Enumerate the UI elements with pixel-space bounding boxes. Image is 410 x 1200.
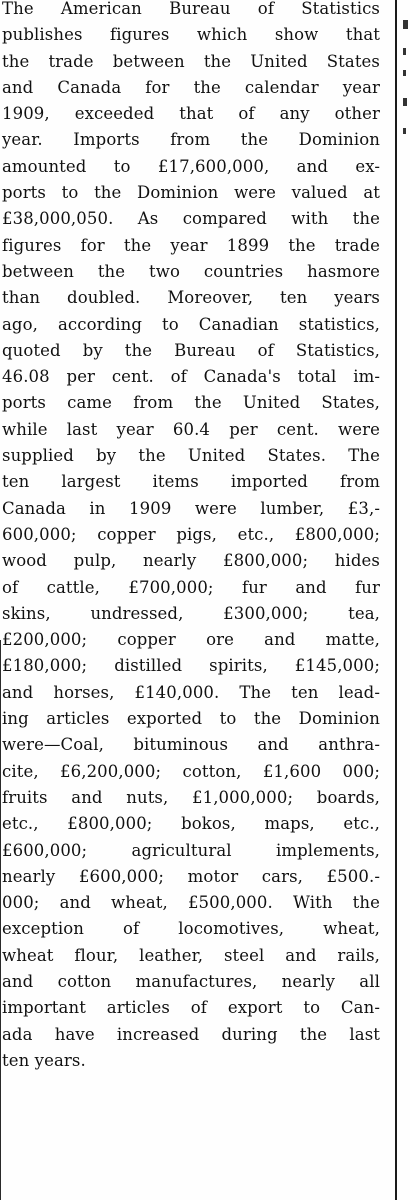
article-line: amounted to £17,600,000, and ex- (2, 156, 380, 176)
article-line: the trade between the United States (2, 51, 380, 71)
article-line: important articles of export to Can- (2, 998, 380, 1018)
article-line: ports came from the United States, (2, 393, 380, 413)
adjacent-column-fragment (401, 0, 410, 1200)
article-line: ago, according to Canadian statistics, (2, 314, 380, 334)
article-line: Canada in 1909 were lumber, £3,- (2, 498, 380, 518)
article-line: while last year 60.4 per cent. were (2, 419, 380, 439)
article-line: cite, £6,200,000; cotton, £1,600 000; (2, 761, 380, 781)
article-line: supplied by the United States. The (2, 446, 380, 466)
article-line: etc., £800,000; bokos, maps, etc., (2, 814, 380, 834)
article-line: and Canada for the calendar year (2, 77, 380, 97)
article-line: fruits and nuts, £1,000,000; boards, (2, 787, 380, 807)
article-line: nearly £600,000; motor cars, £500.- (2, 866, 380, 886)
article-line: publishes figures which show that (2, 25, 380, 45)
article-line: £38,000,050. As compared with the (2, 209, 380, 229)
article-line: 1909, exceeded that of any other (2, 104, 380, 124)
article-line: wood pulp, nearly £800,000; hides (2, 551, 380, 571)
article-line: ing articles exported to the Dominion (2, 709, 380, 729)
article-column (2, 0, 382, 1074)
article-line: quoted by the Bureau of Statistics, (2, 340, 380, 360)
article-line: 600,000; copper pigs, etc., £800,000; (2, 524, 380, 544)
article-line: £200,000; copper ore and matte, (2, 630, 380, 650)
article-line: of cattle, £700,000; fur and fur (2, 577, 380, 597)
article-line: The American Bureau of Statistics (2, 0, 380, 18)
article-line: and cotton manufactures, nearly all (2, 971, 380, 991)
article-line: figures for the year 1899 the trade (2, 235, 380, 255)
column-rule-left (0, 640, 1, 1200)
article-line: ports to the Dominion were valued at (2, 183, 380, 203)
article-line: skins, undressed, £300,000; tea, (2, 603, 380, 623)
article-line: wheat flour, leather, steel and rails, (2, 945, 380, 965)
article-line: £180,000; distilled spirits, £145,000; (2, 656, 380, 676)
article-line: than doubled. Moreover, ten years (2, 288, 380, 308)
article-line: between the two countries hasmore (2, 261, 380, 281)
article-line: and horses, £140,000. The ten lead- (2, 682, 380, 702)
column-rule-right (395, 0, 397, 1200)
article-line: exception of locomotives, wheat, (2, 919, 380, 939)
article-line: 46.08 per cent. of Canada's total im- (2, 367, 380, 387)
article-line: 000; and wheat, £500,000. With the (2, 893, 380, 913)
article-line: year. Imports from the Dominion (2, 130, 380, 150)
article-line: were—Coal, bituminous and anthra- (2, 735, 380, 755)
article-line: £600,000; agricultural implements, (2, 840, 380, 860)
article-line: ten years. (2, 1050, 86, 1070)
article-line: ada have increased during the last (2, 1024, 380, 1044)
article-line: ten largest items imported from (2, 472, 380, 492)
